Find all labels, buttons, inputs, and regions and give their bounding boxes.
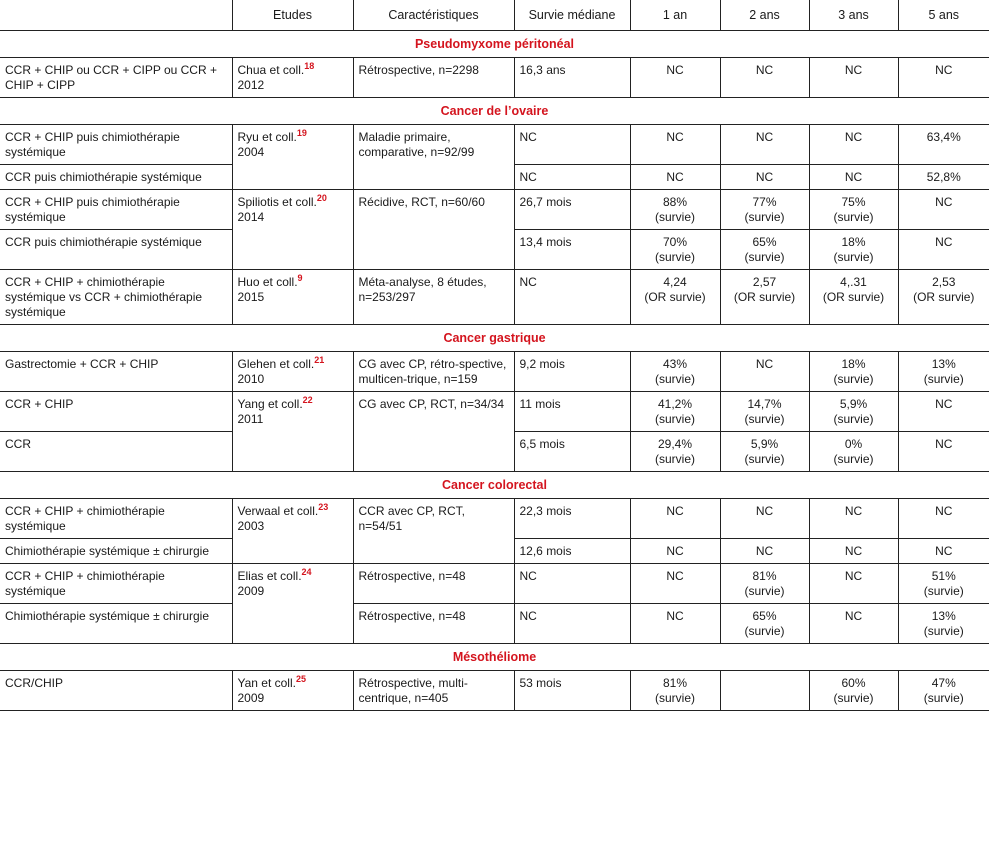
- section-row: [0, 325, 989, 352]
- treatment-cell: CCR + CHIP puis chimiothérapie systémique: [0, 190, 232, 230]
- year5-cell: [898, 499, 989, 539]
- year1-value: NC: [666, 63, 684, 77]
- treatment-cell: Chimiothérapie systémique ± chirurgie: [0, 539, 232, 564]
- year5-cell: [898, 165, 989, 190]
- study-year: 2009: [237, 691, 265, 705]
- study-year: 2011: [237, 412, 264, 426]
- characteristics-cell: Rétrospective, n=48: [353, 604, 514, 644]
- characteristics-cell: Rétrospective, n=2298: [353, 58, 514, 98]
- table-row: [0, 604, 989, 644]
- section-row: [0, 644, 989, 671]
- study-cell: [232, 671, 353, 711]
- year3-value: 60%: [841, 676, 866, 690]
- study-cell: [232, 58, 353, 98]
- median-survival-cell: NC: [514, 604, 630, 644]
- study-author: Yan et coll.: [237, 676, 296, 690]
- reference-number: 24: [301, 567, 312, 577]
- year1-value: 29,4%: [657, 437, 693, 451]
- median-survival-cell: 22,3 mois: [514, 499, 630, 539]
- year5-cell: [898, 125, 989, 165]
- reference-number: 20: [316, 193, 327, 203]
- header-1-an: 1 an: [630, 0, 720, 31]
- year1-value: 4,24: [663, 275, 687, 289]
- table-row: [0, 392, 989, 432]
- year1-value: NC: [666, 569, 684, 583]
- treatment-cell: Gastrectomie + CCR + CHIP: [0, 352, 232, 392]
- median-survival-cell: 11 mois: [514, 392, 630, 432]
- year3-note: (OR survie): [822, 290, 885, 304]
- year2-cell: [720, 604, 809, 644]
- study-year: 2009: [237, 584, 265, 598]
- year5-value: NC: [935, 195, 953, 209]
- treatment-cell: CCR: [0, 432, 232, 472]
- year2-cell: [720, 671, 809, 711]
- year3-value: 0%: [844, 437, 863, 451]
- year3-cell: [809, 165, 898, 190]
- table-row: [0, 564, 989, 604]
- study-author: Huo et coll.: [237, 275, 298, 289]
- study-cell: [232, 270, 353, 325]
- year5-cell: [898, 564, 989, 604]
- section-title: Pseudomyxome péritonéal: [0, 31, 989, 58]
- year1-note: (survie): [654, 210, 695, 224]
- section-title: Cancer colorectal: [0, 472, 989, 499]
- study-year: 2015: [237, 290, 265, 304]
- year1-value: 70%: [662, 235, 688, 249]
- year3-cell: [809, 125, 898, 165]
- year3-value: NC: [844, 569, 863, 583]
- section-title: Cancer gastrique: [0, 325, 989, 352]
- study-cell: [232, 564, 353, 644]
- study-author: Glehen et coll.: [237, 357, 315, 371]
- year2-value: 77%: [752, 195, 777, 209]
- year1-cell: [630, 671, 720, 711]
- year5-note: (survie): [923, 584, 964, 598]
- year5-value: NC: [935, 437, 953, 451]
- study-cell: [232, 125, 353, 190]
- study-year: 2010: [237, 372, 265, 386]
- reference-number: 22: [302, 395, 313, 405]
- median-survival-cell: 13,4 mois: [514, 230, 630, 270]
- year5-cell: [898, 230, 989, 270]
- section-row: [0, 31, 989, 58]
- year3-cell: [809, 392, 898, 432]
- year3-note: (survie): [833, 372, 874, 386]
- study-author: Spiliotis et coll.: [237, 195, 317, 209]
- year3-note: (survie): [833, 250, 874, 264]
- year2-value: 65%: [752, 609, 777, 623]
- reference-number: 25: [295, 674, 306, 684]
- year3-value: 18%: [841, 235, 866, 249]
- year1-value: NC: [666, 544, 684, 558]
- year5-value: 47%: [931, 676, 956, 690]
- characteristics-cell: Rétrospective, n=48: [353, 564, 514, 604]
- table-row: [0, 352, 989, 392]
- table-row: [0, 499, 989, 539]
- year2-value: NC: [755, 504, 774, 518]
- study-author: Chua et coll.: [237, 63, 305, 77]
- year5-value: NC: [935, 544, 953, 558]
- year3-cell: [809, 230, 898, 270]
- year2-value: NC: [755, 544, 774, 558]
- characteristics-cell: CG avec CP, RCT, n=34/34: [353, 392, 514, 472]
- year3-cell: [809, 604, 898, 644]
- study-year: 2004: [237, 145, 265, 159]
- characteristics-cell: Maladie primaire, comparative, n=92/99: [353, 125, 514, 190]
- year5-value: NC: [935, 235, 953, 249]
- year3-value: 75%: [841, 195, 866, 209]
- year1-cell: [630, 58, 720, 98]
- year2-value: NC: [755, 357, 774, 371]
- study-cell: [232, 190, 353, 270]
- median-survival-cell: NC: [514, 165, 630, 190]
- year5-value: NC: [935, 63, 953, 77]
- treatment-cell: CCR puis chimiothérapie systémique: [0, 165, 232, 190]
- median-survival-cell: 9,2 mois: [514, 352, 630, 392]
- year1-cell: [630, 564, 720, 604]
- year1-note: (survie): [654, 412, 695, 426]
- study-cell: [232, 352, 353, 392]
- reference-number: 19: [296, 128, 307, 138]
- year1-cell: [630, 432, 720, 472]
- treatment-cell: CCR + CHIP: [0, 392, 232, 432]
- table-row: [0, 125, 989, 165]
- characteristics-cell: Méta-analyse, 8 études, n=253/297: [353, 270, 514, 325]
- year1-cell: [630, 125, 720, 165]
- year5-value: NC: [935, 504, 953, 518]
- year1-note: (survie): [654, 452, 695, 466]
- year2-cell: [720, 165, 809, 190]
- year1-cell: [630, 352, 720, 392]
- median-survival-cell: 16,3 ans: [514, 58, 630, 98]
- reference-number: 21: [314, 355, 325, 365]
- header-2-ans: 2 ans: [720, 0, 809, 31]
- study-year: 2014: [237, 210, 265, 224]
- year1-value: 81%: [662, 676, 688, 690]
- year3-cell: [809, 190, 898, 230]
- table-row: [0, 270, 989, 325]
- year2-value: 14,7%: [747, 397, 782, 411]
- treatment-cell: CCR + CHIP ou CCR + CIPP ou CCR + CHIP + CIPP: [0, 58, 232, 98]
- reference-number: 9: [297, 273, 303, 283]
- year2-value: 65%: [752, 235, 777, 249]
- study-author: Elias et coll.: [237, 569, 302, 583]
- year3-value: NC: [844, 130, 863, 144]
- treatment-cell: CCR + CHIP + chimiothérapie systémique vs CCR + chimiothérapie systémique: [0, 270, 232, 325]
- year2-cell: [720, 499, 809, 539]
- median-survival-cell: 12,6 mois: [514, 539, 630, 564]
- year2-note: (survie): [744, 452, 785, 466]
- year2-cell: [720, 190, 809, 230]
- year3-value: NC: [844, 544, 863, 558]
- year5-cell: [898, 539, 989, 564]
- characteristics-cell: Récidive, RCT, n=60/60: [353, 190, 514, 270]
- year1-value: NC: [666, 130, 684, 144]
- characteristics-cell: Rétrospective, multi-centrique, n=405: [353, 671, 514, 711]
- year3-cell: [809, 352, 898, 392]
- year5-note: (survie): [923, 691, 964, 705]
- year2-note: (survie): [744, 210, 785, 224]
- treatment-cell: CCR/CHIP: [0, 671, 232, 711]
- year5-note: (OR survie): [913, 290, 975, 304]
- year2-value: 2,57: [752, 275, 777, 289]
- study-cell: [232, 392, 353, 472]
- year5-value: 52,8%: [926, 170, 961, 184]
- year1-cell: [630, 604, 720, 644]
- treatment-cell: CCR + CHIP puis chimiothérapie systémique: [0, 125, 232, 165]
- year2-value: 81%: [752, 569, 777, 583]
- section-row: [0, 98, 989, 125]
- year1-value: 43%: [662, 357, 688, 371]
- study-year: 2012: [237, 78, 265, 92]
- year2-cell: [720, 270, 809, 325]
- year1-cell: [630, 392, 720, 432]
- study-author: Ryu et coll.: [237, 130, 297, 144]
- year3-value: NC: [844, 609, 863, 623]
- year2-cell: [720, 230, 809, 270]
- year5-value: 51%: [931, 569, 956, 583]
- year2-cell: [720, 352, 809, 392]
- reference-number: 23: [318, 502, 329, 512]
- year5-value: 2,53: [932, 275, 956, 289]
- year2-cell: [720, 564, 809, 604]
- year5-cell: [898, 392, 989, 432]
- year2-value: NC: [755, 63, 774, 77]
- year3-value: 18%: [841, 357, 866, 371]
- year2-cell: [720, 432, 809, 472]
- study-cell: [232, 499, 353, 564]
- header-5-ans: 5 ans: [898, 0, 989, 31]
- section-row: [0, 472, 989, 499]
- year3-value: NC: [844, 170, 863, 184]
- year1-cell: [630, 539, 720, 564]
- year1-cell: [630, 270, 720, 325]
- year2-cell: [720, 539, 809, 564]
- year2-value: NC: [755, 130, 774, 144]
- year5-note: (survie): [923, 372, 964, 386]
- year3-note: (survie): [833, 691, 874, 705]
- header-etudes: Etudes: [232, 0, 353, 31]
- year1-cell: [630, 230, 720, 270]
- study-year: 2003: [237, 519, 265, 533]
- header-survie-mediane: Survie médiane: [514, 0, 630, 31]
- year1-value: NC: [666, 609, 684, 623]
- year3-cell: [809, 432, 898, 472]
- table-header-row: [0, 0, 989, 31]
- year2-note: (survie): [744, 412, 785, 426]
- median-survival-cell: NC: [514, 125, 630, 165]
- year5-cell: [898, 270, 989, 325]
- characteristics-cell: CG avec CP, rétro-spective, multicen-trique, n=159: [353, 352, 514, 392]
- year3-cell: [809, 58, 898, 98]
- year2-note: (survie): [744, 624, 785, 638]
- section-title: Cancer de l’ovaire: [0, 98, 989, 125]
- year1-value: NC: [666, 504, 684, 518]
- year5-cell: [898, 432, 989, 472]
- year5-cell: [898, 671, 989, 711]
- year2-note: (survie): [744, 584, 785, 598]
- year3-cell: [809, 270, 898, 325]
- median-survival-cell: NC: [514, 270, 630, 325]
- median-survival-cell: 6,5 mois: [514, 432, 630, 472]
- year3-note: (survie): [833, 210, 874, 224]
- treatment-cell: Chimiothérapie systémique ± chirurgie: [0, 604, 232, 644]
- year5-cell: [898, 604, 989, 644]
- table-row: [0, 58, 989, 98]
- year5-value: 63,4%: [926, 130, 961, 144]
- year3-note: (survie): [833, 412, 874, 426]
- header-caracteristiques: Caractéristiques: [353, 0, 514, 31]
- year3-cell: [809, 499, 898, 539]
- header-treatment: [0, 0, 232, 31]
- year1-value: NC: [666, 170, 684, 184]
- year3-value: NC: [844, 504, 863, 518]
- median-survival-cell: NC: [514, 564, 630, 604]
- treatment-cell: CCR puis chimiothérapie systémique: [0, 230, 232, 270]
- year1-note: (survie): [654, 372, 695, 386]
- year1-note: (survie): [654, 691, 695, 705]
- year2-value: NC: [755, 170, 774, 184]
- reference-number: 18: [304, 61, 315, 71]
- characteristics-cell: CCR avec CP, RCT, n=54/51: [353, 499, 514, 564]
- year3-value: 4,.31: [840, 275, 867, 289]
- year3-cell: [809, 539, 898, 564]
- treatment-cell: CCR + CHIP + chimiothérapie systémique: [0, 499, 232, 539]
- year2-cell: [720, 58, 809, 98]
- year1-cell: [630, 165, 720, 190]
- year3-cell: [809, 671, 898, 711]
- study-author: Verwaal et coll.: [237, 504, 319, 518]
- year1-value: 41,2%: [657, 397, 693, 411]
- year1-cell: [630, 499, 720, 539]
- year3-cell: [809, 564, 898, 604]
- table-row: [0, 671, 989, 711]
- year5-value: NC: [935, 397, 953, 411]
- year1-cell: [630, 190, 720, 230]
- study-author: Yang et coll.: [237, 397, 303, 411]
- year2-value: 5,9%: [750, 437, 779, 451]
- year3-value: NC: [844, 63, 863, 77]
- section-title: Mésothéliome: [0, 644, 989, 671]
- year5-note: (survie): [923, 624, 964, 638]
- year3-value: 5,9%: [839, 397, 868, 411]
- year1-note: (OR survie): [644, 290, 706, 304]
- year5-value: 13%: [931, 609, 956, 623]
- year5-cell: [898, 58, 989, 98]
- year2-note: (survie): [744, 250, 785, 264]
- table-row: [0, 190, 989, 230]
- treatment-cell: CCR + CHIP + chimiothérapie systémique: [0, 564, 232, 604]
- year2-cell: [720, 125, 809, 165]
- year5-value: 13%: [931, 357, 956, 371]
- median-survival-cell: 26,7 mois: [514, 190, 630, 230]
- year5-cell: [898, 190, 989, 230]
- year1-value: 88%: [662, 195, 688, 209]
- year2-cell: [720, 392, 809, 432]
- year5-cell: [898, 352, 989, 392]
- header-3-ans: 3 ans: [809, 0, 898, 31]
- median-survival-cell: 53 mois: [514, 671, 630, 711]
- year1-note: (survie): [654, 250, 695, 264]
- year3-note: (survie): [833, 452, 874, 466]
- year2-note: (OR survie): [733, 290, 796, 304]
